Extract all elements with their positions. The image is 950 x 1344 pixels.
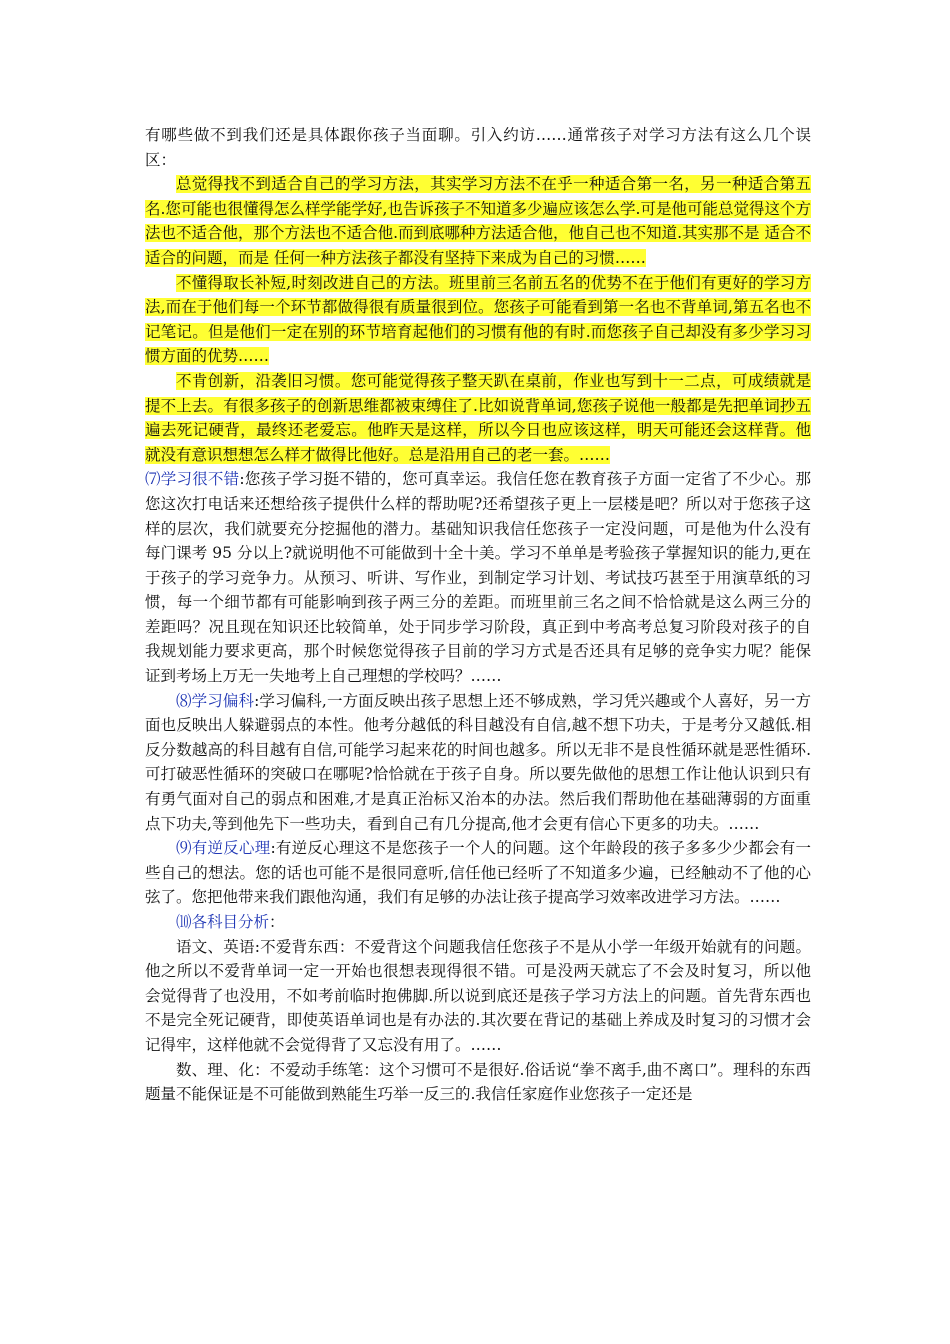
- section-label: ⑻学习偏科: [176, 691, 255, 710]
- section-label: ⑽各科目分析: [176, 913, 270, 931]
- highlighted-text: 不懂得取长补短,时刻改进自己的方法。班里前三名前五名的优势不在于他们有更好的学习方法,而在于他们每一个环节都做得很有质量很到位。您孩子可能看到第一名也不背单词,第五名也不记笔记。但是他们一定在别的环节培育起他们的习惯有他的有时.而您孩子自己却没有多少学习习惯方面的优势……: [145, 273, 811, 366]
- highlighted-text: 总觉得找不到适合自己的学习方法，其实学习方法不在乎一种适合第一名，另一种适合第五名.您可能也很懂得怎么样学能学好,也告诉孩子不知道多少遍应该怎么学.可是他可能总觉得这个方法也不适合他，那个方法也不适合他.而到底哪种方法适合他，他自己也不知道.其实那不是 适合不适合的问题，而是 任何一种方法孩子都没有坚持下来成为自己的习惯……: [145, 175, 811, 267]
- section-rebellious: [145, 836, 811, 910]
- section-subject-imbalance: [145, 689, 811, 837]
- section-text: ：: [269, 913, 285, 931]
- intro-paragraph: 有哪些做不到我们还是具体跟你孩子当面聊。引入约访……通常孩子对学习方法有这么几个误区：: [145, 126, 811, 169]
- section-subject-analysis: [145, 910, 811, 935]
- subject-math-science: 数、理、化：不爱动手练笔：这个习惯可不是很好.俗话说“拳不离手,曲不离口”。理科的东西题量不能保证是不可能做到熟能生巧举一反三的.我信任家庭作业您孩子一定还是: [145, 1060, 811, 1104]
- section-text: :您孩子学习挺不错的，您可真幸运。我信任您在教育孩子方面一定省了不少心。那您这次打电话来还想给孩子提供什么样的帮助呢?还希望孩子更上一层楼是吧？所以对于您孩子这样的层次，我们就要充分挖掘他的潜力。基础知识我信任您孩子一定没问题，可是他为什么没有每门课考 95 分以上?就说明他不可能做到十全十美。学习不单单是考验孩子掌握知识的能力,更在于孩子的学习竞争力。从预习、听讲、写作业，到制定学习计划、考试技巧甚至于用演草纸的习惯，每一个细节都有可能影响到孩子两三分的差距。而班里前三名之间不恰恰就是这么两三分的差距吗？况且现在知识还比较简单，处于同步学习阶段，真正到中考高考总复习阶段对孩子的自我规划能力要求更高，那个时候您觉得孩子目前的学习方式是否还具有足够的竞争实力呢？能保证到考场上万无一失地考上自己理想的学校吗？……: [145, 470, 811, 686]
- misconception-1: [145, 172, 811, 270]
- highlighted-text: 不肯创新，沿袭旧习惯。您可能觉得孩子整天趴在桌前，作业也写到十一二点，可成绩就是提不上去。有很多孩子的创新思维都被束缚住了.比如说背单词,您孩子说他一般都是先把单词抄五遍去死记硬背，最终还老爱忘。他昨天是这样，所以今日也应该这样，明天可能还会这样背。他就没有意识想想怎么样才做得比他好。总是沿用自己的老一套。……: [145, 371, 811, 464]
- subject-chinese-english: 语文、英语:不爱背东西：不爱背这个问题我信任您孩子不是从小学一年级开始就有的问题。他之所以不爱背单词一定一开始也很想表现得很不错。可是没两天就忘了不会及时复习，所以他会觉得背了也没用，不如考前临时抱佛脚.所以说到底还是孩子学习方法上的问题。首先背东西也不是完全死记硬背，即使英语单词也是有办法的.其次要在背记的基础上养成及时复习的习惯才会记得牢，这样他就不会觉得背了又忘没有用了。……: [145, 937, 811, 1054]
- document-page: [145, 123, 811, 1107]
- section-label: ⑺学习很不错: [145, 470, 240, 489]
- section-text: :学习偏科,一方面反映出孩子思想上还不够成熟，学习凭兴趣或个人喜好，另一方面也反映出人躲避弱点的本性。他考分越低的科目越没有自信,越不想下功夫，于是考分又越低.相反分数越高的科目越有自信,可能学习起来花的时间也越多。所以无非不是良性循环就是恶性循环.可打破恶性循环的突破口在哪呢?恰恰就在于孩子自身。所以要先做他的思想工作让他认识到只有有勇气面对自己的弱点和困难,才是真正治标又治本的办法。然后我们帮助他在基础薄弱的方面重点下功夫,等到他先下一些功夫，看到自己有几分提高,他才会更有信心下更多的功夫。……: [145, 691, 811, 833]
- misconception-3: [145, 369, 811, 467]
- section-text: :有逆反心理这不是您孩子一个人的问题。这个年龄段的孩子多多少少都会有一些自己的想法。您的话也可能不是很同意听,信任他已经听了不知道多少遍，已经触动不了他的心弦了。您把他带来我们跟他沟通，我们有足够的办法让孩子提高学习效率改进学习方法。……: [145, 839, 811, 907]
- misconception-2: [145, 271, 811, 369]
- section-good-student: [145, 467, 811, 688]
- section-label: ⑼有逆反心理: [176, 839, 271, 858]
